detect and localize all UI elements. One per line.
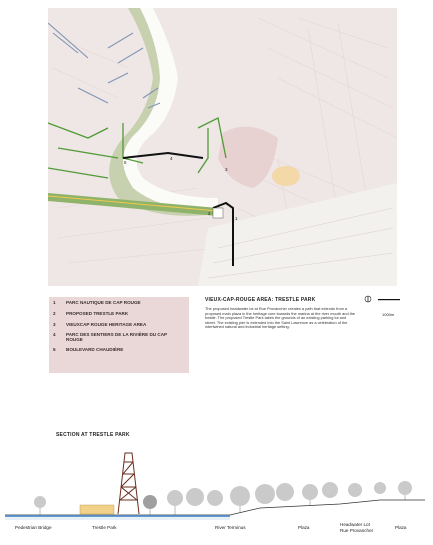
map-marker-4: 4 [170,156,173,161]
section-label-headwater-lot: Headwater Lot [340,522,370,527]
legend-label: PARC DES SENTIERS DE LA RIVIÈRE DU CAP ROUGE [66,332,167,343]
section-label-plaza: Plaza [298,525,310,530]
legend-label: VIEUXCAP ROUGE HERITAGE AREA [66,322,147,327]
section-label-river-terminus: River Terminus [215,525,246,530]
map-marker-1: 1 [235,216,238,221]
site-map [48,8,397,286]
section-label-trestle-park: Trestle Park [92,525,117,530]
map-marker-5: 5 [124,160,127,165]
scale-bar [364,294,400,314]
area-title: VIEUX-CAP-ROUGE AREA: TRESTLE PARK [205,297,316,303]
map-marker-3: 3 [225,167,228,172]
section-label-pedestrian-bridge: Pedestrian Bridge [15,525,52,530]
legend-number: 5 [53,347,56,352]
section-drawing [0,440,433,530]
legend-number: 1 [53,300,56,305]
section-label-plaza: Plaza [395,525,407,530]
legend-number: 2 [53,311,56,316]
plaza-area [272,166,300,186]
section-label-rue-provancher: Rue Provancher [340,528,374,533]
site-map-drawing [48,8,397,286]
legend-label: PROPOSED TRESTLE PARK [66,311,129,316]
area-description: The proposed headwater lot at Rue Provancher creates a path that extends from a proposed main plaza in the heritage core towards the marina at the river mouth and the trestle. The proposed Trestle Park takes the grounds of an existing parking lot and street. The existing pier is extended into the Saint Lawrence as a celebration of the intertwined natural and industrial heritage setting. [205,306,356,330]
trestle-tower [118,453,139,514]
legend-number: 4 [53,332,56,337]
scale-label: 1000m [382,312,395,317]
map-marker-2: 2 [208,211,211,216]
legend-label: BOULEVARD CHAUDIÈRE [66,347,124,352]
section-title: SECTION AT TRESTLE PARK [56,432,130,438]
legend-label: PARC NAUTIQUE DE CAP ROUGE [66,300,141,305]
legend-number: 3 [53,322,56,327]
legend [49,297,189,373]
